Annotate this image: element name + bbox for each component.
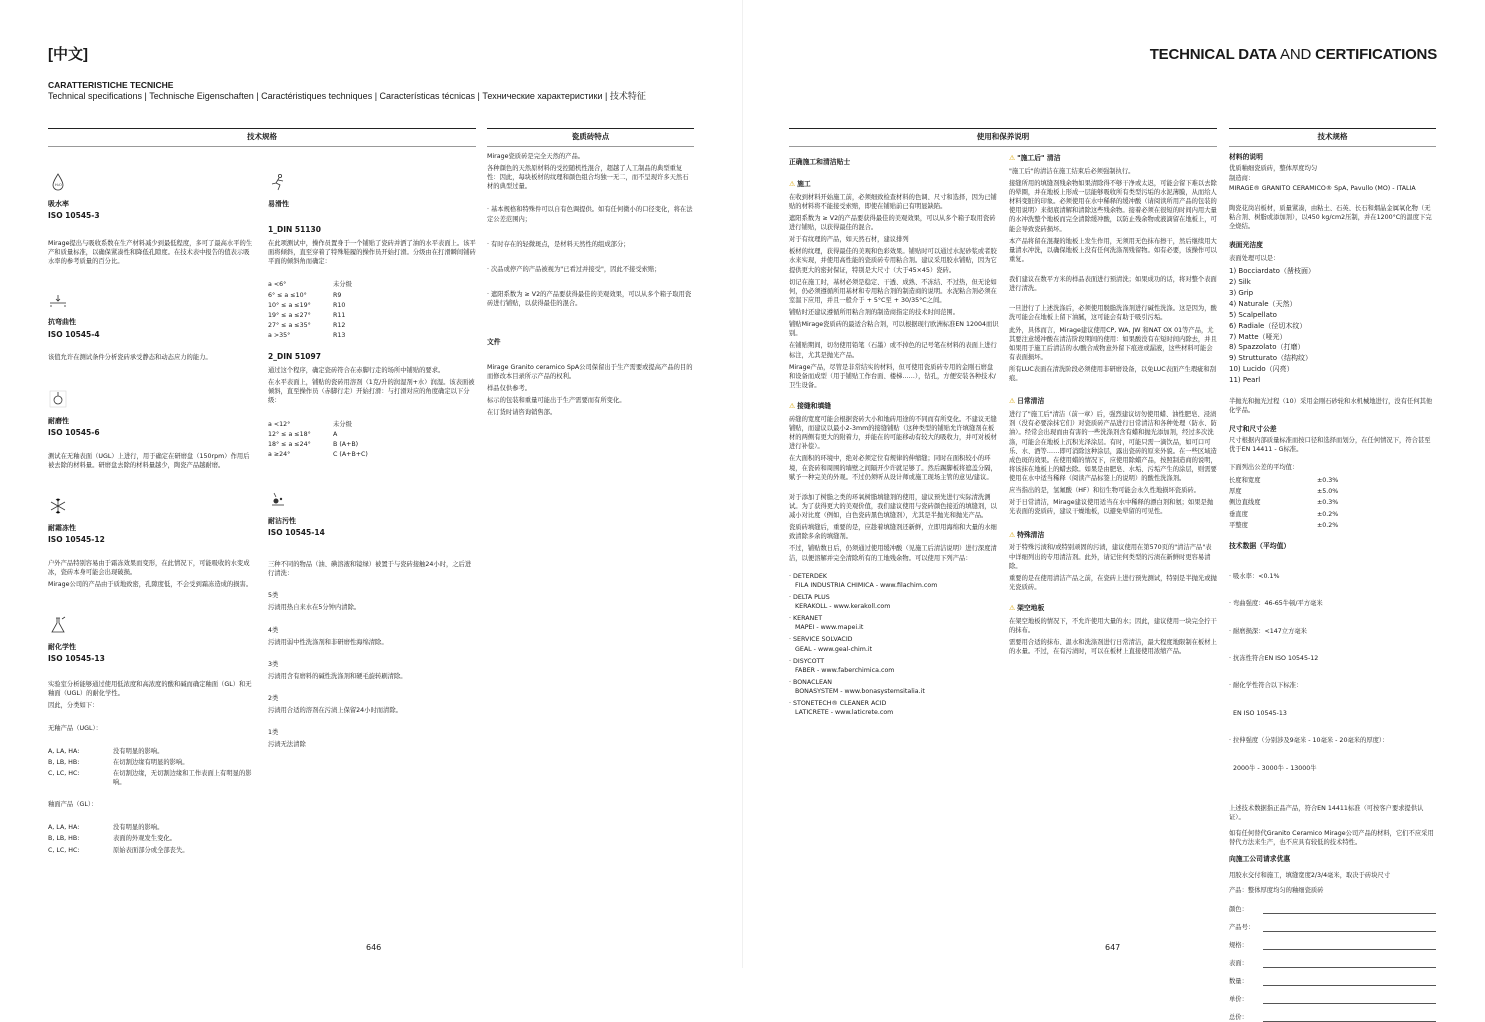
ugl-class: A, LA, HA: bbox=[48, 747, 113, 756]
product-name: · DETERDEK bbox=[789, 572, 999, 581]
tech-note: 上述技术数据指正品产品，符合EN 14411标准（可按客户要求提供认证）。 bbox=[1229, 804, 1436, 822]
product-maker: FABER - www.faberchimica.com bbox=[789, 666, 999, 675]
language-label: [中文] bbox=[48, 44, 88, 66]
heading-part-2: CERTIFICATIONS bbox=[1315, 46, 1437, 63]
daily-cleaning-text: 对于日常清洁，Mirage建议使用适当在水中稀释的漂白剂和氨；如果是抛光表面的瓷质砖，建议干燥地板，以避免晕留的可见性。 bbox=[1009, 498, 1217, 516]
installation-title: ⚠ 施工 bbox=[789, 180, 999, 190]
contract-text: 用胶水交付和施工，填缝宽度2/3/4毫米，取决于砖块尺寸 bbox=[1229, 871, 1436, 880]
bending-title: 抗弯曲性 bbox=[48, 317, 255, 327]
cleaning-product bbox=[789, 635, 999, 653]
after-install-text: 我们建议在数平方米的样品表面进行预清洗；如果成功的话，将对整个表面进行清洗。 bbox=[1009, 275, 1217, 293]
snowflake-icon bbox=[48, 496, 68, 516]
chemical-title: 耐化学性 bbox=[48, 642, 255, 652]
material-title: 材料的说明 bbox=[1229, 153, 1436, 163]
tech-data-item: EN ISO 10545-13 bbox=[1229, 709, 1436, 718]
joints-text: 对于添加了树脂之类的环氧树脂填缝剂的使用，建议预先进行实际清洗测试。为了获得更大的美观价值，我们建议使用与瓷砖颜色接近的填缝剂，以减小对比度（例如，白色瓷砖黑色填缝剂），尤其是半抛光和抛光产品。 bbox=[789, 493, 999, 520]
slip-class: R9 bbox=[333, 291, 476, 300]
installation-text: Mirage产品，尽管是非常结实的材料，但可使用瓷质砖专用的金刚石磨盘和设备而成型（用于铺贴工作台面、楼梯……），钻孔，方便安装各种技术/卫生设备。 bbox=[789, 363, 999, 390]
slip-class: R11 bbox=[333, 311, 476, 320]
stain-class-label: 4类 bbox=[268, 626, 476, 635]
installation-text: 对于有纹理的产品，如天然石材，建议排列 bbox=[789, 235, 999, 244]
slip-icon bbox=[268, 172, 288, 192]
slip-class: R13 bbox=[333, 331, 476, 340]
installation-text: 遮阳系数为 ≥ V2的产品要获得最佳的美观效果，可以从多个箱子取用瓷砖进行铺贴，以获得最佳的混合。 bbox=[789, 214, 999, 232]
documents-text-4: 在订货时请咨询销售部。 bbox=[487, 408, 694, 417]
din-51097-text-2: 在水平表面上，铺贴的瓷砖用溶剂（1克/升的润湿剂+水）润湿。该表面被倾斜，直至操作员（赤脚行走）开始打滑：与打滑对应的角度确定以下分级： bbox=[268, 378, 476, 405]
form-line[interactable] bbox=[1263, 1016, 1436, 1022]
stain-class-1 bbox=[268, 728, 476, 749]
tech-data-item: · 耐磨损深：<147立方毫米 bbox=[1229, 627, 1436, 636]
column-header: 技术规格 bbox=[48, 128, 476, 147]
contract-text: 产品：整体厚度均匀的釉细瓷质砖 bbox=[1229, 886, 1436, 895]
product-name: · STONETECH® CLEANER ACID bbox=[789, 699, 999, 708]
right-page bbox=[743, 0, 1485, 968]
finish-list bbox=[1229, 266, 1436, 385]
product-maker: KERAKOLL - www.kerakoll.com bbox=[789, 602, 999, 611]
installation-text: 铺贴Mirage瓷质砖的最适合粘合剂，可以根据现行欧洲标准EN 12004而识别。 bbox=[789, 320, 999, 338]
product-name: · BONACLEAN bbox=[789, 678, 999, 687]
angle-range: 18° ≤ a ≤24° bbox=[268, 440, 333, 449]
product-maker: MAPEI - www.mapei.it bbox=[789, 623, 999, 632]
finish-item: 11) Pearl bbox=[1229, 375, 1436, 386]
left-page bbox=[0, 0, 742, 968]
tech-note: 如有任何替代Granito Ceramico Mirage公司产品的材料，它们不应采用替代方法来生产，也不应具有较低的技术特性。 bbox=[1229, 829, 1436, 847]
heading-and: AND bbox=[1277, 46, 1315, 63]
angle-range: a <12° bbox=[268, 420, 333, 429]
order-form bbox=[1229, 905, 1436, 1022]
angle-range: 27° ≤ a ≤35° bbox=[268, 321, 333, 330]
column-header: 使用和保养说明 bbox=[789, 128, 1217, 147]
form-label: 颜色： bbox=[1229, 905, 1259, 914]
daily-cleaning-title: ⚠ 日常清洁 bbox=[1009, 397, 1217, 407]
din-51130-text: 在此项测试中，操作员置身于一个铺贴了瓷砖并洒了油的水平表面上。该平面将倾斜，直至穿着了特殊鞋履的操作员开始打滑。分级由在打滑瞬间铺砖平面的倾斜角而确定： bbox=[268, 239, 476, 266]
gl-title: 釉面产品（GL）： bbox=[48, 800, 255, 809]
features-item: · 基本规格和特殊件可以自有色调提供。如有任何微小的口径变化，将在法定公差范围内； bbox=[487, 205, 694, 223]
features-item: · 次品或停产的产品被视为"已看过并接受"，因此不接受索赔； bbox=[487, 265, 694, 274]
raised-floor-text: 在架空地板的情况下，不允许使用大量的水；因此，建议使用一块完全拧干的抹布。 bbox=[1009, 617, 1217, 635]
tolerance-value: ±0.2% bbox=[1317, 510, 1436, 519]
form-line[interactable] bbox=[1263, 908, 1436, 914]
abrasion-title: 耐磨性 bbox=[48, 416, 255, 426]
product-maker: GEAL - www.geal-chim.it bbox=[789, 645, 999, 654]
cleaning-product bbox=[789, 678, 999, 696]
water-text: Mirage提出与吸收系数在生产材料减少到最低程度，多可了最高水平的生产和质量标准，以确保紧凑性和降低孔隙度。在技术表中报告的值表示吸水率的参考质量的百分比。 bbox=[48, 239, 255, 266]
form-line[interactable] bbox=[1263, 962, 1436, 968]
installation-column bbox=[789, 150, 999, 717]
material-text: MIRAGE® GRANITO CERAMICO® SpA, Pavullo (MO) - ITALIA bbox=[1229, 184, 1436, 193]
gl-table bbox=[48, 823, 255, 854]
tech-specs-left bbox=[48, 146, 255, 855]
tolerance-label: 厚度 bbox=[1229, 487, 1317, 496]
ugl-effect: 在切割边缘有明显的影响。 bbox=[113, 758, 255, 767]
special-cleaning-text: 对于特殊污渍和/或特别顽固的污渍，建议使用在第570页的"清洁产品"表中详细列出的专用清洁剂。此外，请记住何类型的污渍在新鲜时更容易清除。 bbox=[1009, 543, 1217, 570]
abrasion-text: 测试在无釉表面（UGL）上进行，用于确定在研磨盘（150rpm）作用后被去除的材料量。研磨盘去除的材料量越少，陶瓷产品越耐磨。 bbox=[48, 452, 255, 470]
tolerance-value: ±0.3% bbox=[1317, 476, 1436, 485]
finish-item: 1) Bocciardato（凿枝面） bbox=[1229, 266, 1436, 277]
tech-specs-column bbox=[48, 128, 476, 147]
cleaning-column bbox=[1009, 146, 1217, 656]
stain-title: 耐沾污性 bbox=[268, 516, 476, 526]
form-row-quantity bbox=[1229, 977, 1436, 986]
cleaning-product bbox=[789, 572, 999, 590]
page-number: 647 bbox=[1105, 942, 1120, 954]
features-intro-1: Mirage瓷质砖是完全天然的产品。 bbox=[487, 152, 694, 161]
joints-text: 在大面积的环境中，绝对必须定位有规律的伸缩缝；同时在面积较小的环境，在瓷砖和周围的墙壁之间隔开少许就足够了。然后踢脚板将遮盖分隔，赋予一种完美的外观。不过仍须听从设计师或施工现场主管的意见/建议。 bbox=[789, 454, 999, 481]
after-install-text: 接缝所用的填缝剂残余物如果清除得不够干净或太迟，可能会留下难以去除的晕圈，并在地板上形成一层能够吸收所有类型污垢的水泥薄膜，从而给人材料变脏的印象。必须使用在水中稀释的缓冲酸（请阅读所用产品的包装的使用说明）来彻底清解和清除这些残余物。接着必须在很短的时间内用大量的水冲洗整个地板而完全清除缓冲酸，以防止残余物或液滴留在地板上，可能会导致瓷砖损坏。 bbox=[1009, 179, 1217, 234]
documents-title: 文件 bbox=[487, 338, 694, 348]
documents-text-2: 样品仅供参考。 bbox=[487, 384, 694, 393]
frost-text-2: Mirage公司的产品由于质地致密，孔隙度低，不会受到霜冻造成的损害。 bbox=[48, 580, 255, 589]
stain-class-3 bbox=[268, 660, 476, 681]
raised-floor-title: ⚠ 架空地板 bbox=[1009, 604, 1217, 614]
din-51130-table bbox=[268, 280, 476, 340]
bending-text: 该值允许在测试条件分析瓷砖承受静态和动态应力的能力。 bbox=[48, 353, 255, 362]
special-cleaning-text: 重要的是在使用清洁产品之前，在瓷砖上进行预先测试，特别是半抛光或抛光瓷质砖。 bbox=[1009, 574, 1217, 592]
stain-class-5 bbox=[268, 591, 476, 612]
joints-title: ⚠ 接缝和填缝 bbox=[789, 402, 999, 412]
material-text: 优质釉细瓷质砖，整体厚度均匀 bbox=[1229, 164, 1436, 173]
svg-text:H₂O: H₂O bbox=[55, 183, 62, 187]
form-label: 规格： bbox=[1229, 941, 1259, 950]
slip-class: 未分级 bbox=[333, 420, 476, 429]
tolerance-label: 垂直度 bbox=[1229, 510, 1317, 519]
angle-range: 6° ≤ a ≤10° bbox=[268, 291, 333, 300]
after-install-text: 此外，具体而言，Mirage建议使用CP, WA, JW 和NAT OX 01等产品，尤其要注意缓冲酸在清洁阶段期间的使用：如果酸没有在短时间内除去，并且如果用于施工后清洁的水/酸合成物意外留下痕迹或漏液，这些材料可能会有表面损坏。 bbox=[1009, 326, 1217, 363]
raised-floor-text: 需要用合适的抹布、温水和洗涤剂进行日常清洁，最大程度地限制在板材上的水量。不过，在有污渍时，可以在板材上直接使用浓缩产品。 bbox=[1009, 638, 1217, 656]
document-heading bbox=[1150, 44, 1437, 66]
ugl-table bbox=[48, 747, 255, 788]
material-text: 陶瓷花岗岩板材，质量紧凑，由粘土、石英、长石和烟晶金属氧化物（无粘合剂、树脂或添加剂），以450 kg/cm2压制，并在1200°C的温度下完全烧结。 bbox=[1229, 204, 1436, 231]
contract-title: 向施工公司请求优惠 bbox=[1229, 855, 1436, 865]
finish-item: 3) Grip bbox=[1229, 288, 1436, 299]
after-install-text: 一旦进行了上述洗涤后，必须使用脱脂洗涤剂进行碱性洗涤。这是因为，酸洗可能会在地板上留下油腻，这可能会有助于吸引污垢。 bbox=[1009, 304, 1217, 322]
form-row-size bbox=[1229, 941, 1436, 950]
tech-data-item: 2000牛 - 3000牛 - 13000牛 bbox=[1229, 764, 1436, 773]
gl-class: C, LC, HC: bbox=[48, 846, 113, 855]
frost-title: 耐霜冻性 bbox=[48, 523, 255, 533]
ugl-title: 无釉产品（UGL）： bbox=[48, 724, 255, 733]
frost-standard: ISO 10545-12 bbox=[48, 535, 255, 546]
gl-effect: 原始表面部分或全部丧失。 bbox=[113, 846, 255, 855]
tolerance-label: 侧边直线度 bbox=[1229, 498, 1317, 507]
column-header: 技术规格 bbox=[1229, 128, 1436, 147]
cleaning-product bbox=[789, 593, 999, 611]
after-install-text: 所有LUC表面在清洗阶段必须使用非研磨设备，以免LUC表面产生瑕疵和刮痕。 bbox=[1009, 365, 1217, 383]
tech-data-item: · 拉伸强度（分别涉及9毫米 - 10毫米 - 20毫米的厚度）： bbox=[1229, 736, 1436, 745]
special-cleaning-title: ⚠ 特殊清洁 bbox=[1009, 531, 1217, 541]
stain-intro: 三种不同的物品（油、碘溶液和镜绿）被置于与瓷砖接触24小时，之后进行清洗： bbox=[268, 560, 476, 578]
tolerance-label: 平整度 bbox=[1229, 521, 1317, 530]
water-drop-icon bbox=[48, 172, 68, 192]
tolerance-value: ±0.2% bbox=[1317, 521, 1436, 530]
finish-item: 7) Matte（哑光） bbox=[1229, 332, 1436, 343]
chemical-standard: ISO 10545-13 bbox=[48, 654, 255, 665]
slip-class: R10 bbox=[333, 301, 476, 310]
finish-item: 10) Lucido（闪亮） bbox=[1229, 364, 1436, 375]
after-install-title: ⚠ "施工后" 清洁 bbox=[1009, 154, 1217, 164]
form-label: 数量： bbox=[1229, 977, 1259, 986]
daily-cleaning-text: 进行了"施工后"清洁（前一章）后，强烈建议切勿使用蜡、油性肥皂、浸渍剂（没有必要涂抹它们）对瓷质砖产品进行日常清洁和各种处理（防水、防油）。经常会出现而由有害的一些洗涤剂含有蜡和抛光添加剂，经过多次洗涤，可能会在地板上沉积光泽涂层。有时，可能只需一滴饮品，如可口可乐、水、酒等……即可消除这种涂层，露出瓷砖的原来外貌。在一些区域造成色斑的效果。在使用蜡的情况下，应使用除蜡产品，按照制造商的说明，将该抹在地板上的蜡去除。如果是由肥皂、水垢、污垢产生的涂层，则需要使用在水中适当稀释（阅读产品标签上的说明）的酸性洗涤剂。 bbox=[1009, 410, 1217, 483]
form-line[interactable] bbox=[1263, 998, 1436, 1004]
dimension-text: 下面列出公差的平均值： bbox=[1229, 463, 1436, 472]
stain-class-4 bbox=[268, 626, 476, 647]
form-label: 单价： bbox=[1229, 995, 1259, 1004]
features-intro-2: 各种颜色的天然原材料的受控随机性混合，超越了人工制品的典型重复性：因此，每块板材的纹理和颜色组合均独一无二，而不呈现许多天然石材的典型过量。 bbox=[487, 164, 694, 191]
tech-data-title: 技术数据（平均值） bbox=[1229, 542, 1436, 552]
ugl-class: B, LB, HB: bbox=[48, 758, 113, 767]
stain-class-text: 污渍用含有磨料的碱性洗涤剂和硬毛旋转刷清除。 bbox=[268, 672, 476, 681]
material-text: 制造商： bbox=[1229, 174, 1436, 183]
installation-text: 在收到材料开始施工前，必须细致检查材料的色调、尺寸和选择，因为已铺贴的材料将不能接受索赔，即使在铺贴前已有明显缺陷。 bbox=[789, 193, 999, 211]
tolerance-label: 长度和宽度 bbox=[1229, 476, 1317, 485]
form-line[interactable] bbox=[1263, 980, 1436, 986]
column-header: 瓷质砖特点 bbox=[487, 128, 694, 147]
abrasion-standard: ISO 10545-6 bbox=[48, 428, 255, 439]
din-51097-title: 2_DIN 51097 bbox=[268, 352, 476, 363]
dimension-text: 尺寸根据内部质量标准而按口径和选择而划分，在任何情况下，符合甚至优于EN 14411 - G标准。 bbox=[1229, 436, 1436, 454]
ugl-effect: 在切割边缘，无切割边缘和工作表面上有明显的影响。 bbox=[113, 769, 255, 787]
angle-range: a >35° bbox=[268, 331, 333, 340]
use-care-header-wrap bbox=[789, 128, 1217, 147]
finish-item: 2) Silk bbox=[1229, 277, 1436, 288]
finish-item: 9) Strutturato（结构纹） bbox=[1229, 353, 1436, 364]
installation-text: 板材的纹理，获得最佳的美观和色彩效果。铺贴时可以通过水泥砂浆或者胶水来实现，并使用高性能的瓷质砖专用粘合剂。建议采用胶水铺贴，因为它提供更大的密封保证，特别是大尺寸（大于45×45）瓷砖。 bbox=[789, 247, 999, 274]
chemical-therefore: 因此，分类如下： bbox=[48, 701, 255, 710]
installation-text: 在铺贴期间，切勿使用铅笔（石墨）或不掉色的记号笔在材料的表面上进行标注，尤其是抛光产品。 bbox=[789, 341, 999, 359]
porcelain-features-column bbox=[487, 128, 694, 418]
tolerance-table bbox=[1229, 476, 1436, 530]
documents-text-3: 标示的包装和重量可能出于生产需要而有所变化。 bbox=[487, 396, 694, 405]
flask-icon bbox=[48, 615, 68, 635]
form-row-code bbox=[1229, 923, 1436, 932]
form-row-surface bbox=[1229, 959, 1436, 968]
stain-icon bbox=[268, 489, 288, 509]
installation-text: 切记在施工时，基材必须是稳定、干透、成熟、不冻结、不过热，但无论如何，仍必须遵循所用基材和专用粘合剂的制造商的说明。水泥粘合剂必须在室温下应用，并且一般介于 + 5°C至 + 30/35°C之间。 bbox=[789, 278, 999, 305]
bending-icon bbox=[48, 290, 68, 310]
tolerance-value: ±5.0% bbox=[1317, 487, 1436, 496]
finish-title: 表面光洁度 bbox=[1229, 241, 1436, 251]
angle-range: a <6° bbox=[268, 280, 333, 289]
din-51097-table bbox=[268, 420, 476, 460]
angle-range: 10° ≤ a ≤19° bbox=[268, 301, 333, 310]
tech-data-item: · 抗冻性符合EN ISO 10545-12 bbox=[1229, 654, 1436, 663]
gl-class: B, LB, HB: bbox=[48, 834, 113, 843]
ugl-class: C, LC, HC: bbox=[48, 769, 113, 787]
tech-data-item: · 耐化学性符合以下标准： bbox=[1229, 681, 1436, 690]
frost-text-1: 户外产品特别容易由于霜冻效果而变形，在此情况下，可能吸收的水变成冰，瓷砖本身可能会出现破损。 bbox=[48, 559, 255, 577]
cleaning-product bbox=[789, 657, 999, 675]
stain-class-label: 3类 bbox=[268, 660, 476, 669]
form-label: 表面： bbox=[1229, 959, 1259, 968]
finish-note: 半抛光和抛光过程（10）采用金刚石砂轮和水机械地进行，没有任何其他化学品。 bbox=[1229, 397, 1436, 415]
tech-data-list bbox=[1229, 554, 1436, 791]
angle-range: 19° ≤ a ≤27° bbox=[268, 311, 333, 320]
slip-class: C (A+B+C) bbox=[333, 450, 476, 459]
abrasion-icon bbox=[48, 389, 68, 409]
finish-intro: 表面处理可以是： bbox=[1229, 254, 1436, 263]
stain-class-label: 1类 bbox=[268, 728, 476, 737]
features-list bbox=[487, 205, 694, 308]
tech-specs-right bbox=[268, 146, 476, 750]
din-51130-title: 1_DIN 51130 bbox=[268, 225, 476, 236]
finish-item: 6) Radiale（径切木纹） bbox=[1229, 321, 1436, 332]
features-item: · 遮阳系数为 ≥ V2的产品要获得最佳的美观效果，可以从多个箱子取用瓷砖进行铺贴，以获得最佳的混合。 bbox=[487, 290, 694, 308]
right-tech-specs-column bbox=[1229, 128, 1436, 1022]
angle-range: 12° ≤ a ≤18° bbox=[268, 430, 333, 439]
form-line[interactable] bbox=[1263, 926, 1436, 932]
product-name: · DELTA PLUS bbox=[789, 593, 999, 602]
slip-class: R12 bbox=[333, 321, 476, 330]
stain-class-2 bbox=[268, 694, 476, 715]
slip-title: 易滑性 bbox=[268, 199, 476, 209]
after-install-text: 本产品将留在混凝的地板上发生作用，无须用无色抹布擦干，然后继续用大量清水冲洗，以确保地板上没有任何洗涤剂残留物。如有必要，该操作可以重复。 bbox=[1009, 237, 1217, 264]
gl-effect: 没有明显的影响。 bbox=[113, 823, 255, 832]
bending-standard: ISO 10545-4 bbox=[48, 330, 255, 341]
section-subtitle: Technical specifications | Technische Eigenschaften | Caractéristiques techniques | Características técnicas | Технические характеристики | 技术特征 bbox=[48, 90, 646, 103]
installation-text: 铺贴时还建议遵循所用粘合剂的制造商指定的技术时间范围。 bbox=[789, 308, 999, 317]
water-standard: ISO 10545-3 bbox=[48, 211, 255, 222]
product-name: · DISYCOTT bbox=[789, 657, 999, 666]
cleaning-product bbox=[789, 699, 999, 717]
gl-class: A, LA, HA: bbox=[48, 823, 113, 832]
finish-item: 5) Scalpellato bbox=[1229, 310, 1436, 321]
documents-text-1: Mirage Granito ceramico SpA公司保留出于生产需要或提高产品的目的而修改本目录所示产品的权利。 bbox=[487, 363, 694, 381]
form-label: 产品号： bbox=[1229, 923, 1259, 932]
finish-item: 4) Naturale（天然） bbox=[1229, 299, 1436, 310]
product-maker: BONASYSTEM - www.bonasystemsitalia.it bbox=[789, 687, 999, 696]
form-row-color bbox=[1229, 905, 1436, 914]
product-maker: FILA INDUSTRIA CHIMICA - www.filachim.com bbox=[789, 581, 999, 590]
stain-class-label: 5类 bbox=[268, 591, 476, 600]
page-number: 646 bbox=[366, 942, 381, 954]
din-51097-text-1: 通过这个程序，确定瓷砖符合在赤脚行走的场所中铺贴的要求。 bbox=[268, 366, 476, 375]
stain-class-label: 2类 bbox=[268, 694, 476, 703]
section-title: CARATTERISTICHE TECNICHE bbox=[48, 79, 173, 91]
daily-cleaning-text: 应当指出的是，氢氟酸（HF）和衍生物可能会永久性地损坏瓷质砖。 bbox=[1009, 486, 1217, 495]
form-row-total bbox=[1229, 1013, 1436, 1022]
features-item: · 有时存在的轻微斑点，是材料天然性的组成部分； bbox=[487, 240, 694, 249]
tech-data-item: · 吸水率：<0.1% bbox=[1229, 572, 1436, 581]
install-title: 正确施工和清洁贴士 bbox=[789, 158, 999, 168]
dimension-title: 尺寸和尺寸公差 bbox=[1229, 425, 1436, 435]
joints-text: 砖缝的宽度可能会根据瓷砖大小和地砖用途的不同而有所变化。不建议无缝铺贴，而建议以最小2-3mm的接缝铺贴（这种类型的铺贴允许填缝剂在板材的两侧有更大的附着力，并能在的可能移动有较大的吸收力，并可对板材进行补偿）。 bbox=[789, 415, 999, 452]
product-name: · SERVICE SOLVACID bbox=[789, 635, 999, 644]
heading-part-1: TECHNICAL DATA bbox=[1150, 46, 1277, 63]
slip-class: A bbox=[333, 430, 476, 439]
ugl-effect: 没有明显的影响。 bbox=[113, 747, 255, 756]
joints-text: 瓷质砖填缝后，重要的是，应趁着填缝剂还新鲜，立即用海绵和大量的水细致清除多余的填缝剂。 bbox=[789, 523, 999, 541]
gl-effect: 表面的外观发生变化。 bbox=[113, 834, 255, 843]
joints-text: 不过，铺贴数日后，仍须通过使用缓冲酸（见施工后清洁说明）进行深度清洁，以便溶解并完全清除所有的工地残余物。可以使用下列产品： bbox=[789, 544, 999, 562]
stain-class-text: 污渍用合适的溶剂在污渍上保留24小时而清除。 bbox=[268, 706, 476, 715]
form-row-unit-price bbox=[1229, 995, 1436, 1004]
water-title: 吸水率 bbox=[48, 199, 255, 209]
form-label: 总价： bbox=[1229, 1013, 1259, 1022]
tolerance-value: ±0.3% bbox=[1317, 498, 1436, 507]
stain-class-text: 污渍用弱中性洗涤剂和非研磨性海绵清除。 bbox=[268, 638, 476, 647]
tech-data-item: · 弯曲强度：46-65牛顿/平方毫米 bbox=[1229, 599, 1436, 608]
stain-class-text: 污渍用热自来水在5分钟内清除。 bbox=[268, 603, 476, 612]
slip-class: 未分级 bbox=[333, 280, 476, 289]
slip-class: B (A+B) bbox=[333, 440, 476, 449]
chemical-text: 实验室分析能够通过使用低浓度和高浓度的酸和碱而确定釉面（GL）和无釉面（UGL）的耐化学性。 bbox=[48, 680, 255, 698]
stain-standard: ISO 10545-14 bbox=[268, 528, 476, 539]
product-name: · KERANET bbox=[789, 614, 999, 623]
angle-range: a ≥24° bbox=[268, 450, 333, 459]
stain-class-text: 污渍无法清除 bbox=[268, 740, 476, 749]
form-line[interactable] bbox=[1263, 944, 1436, 950]
finish-item: 8) Spazzolato（打磨） bbox=[1229, 342, 1436, 353]
product-maker: LATICRETE - www.laticrete.com bbox=[789, 708, 999, 717]
cleaning-product bbox=[789, 614, 999, 632]
after-install-text: "施工后"的清洁在施工结束后必须强制执行。 bbox=[1009, 167, 1217, 176]
